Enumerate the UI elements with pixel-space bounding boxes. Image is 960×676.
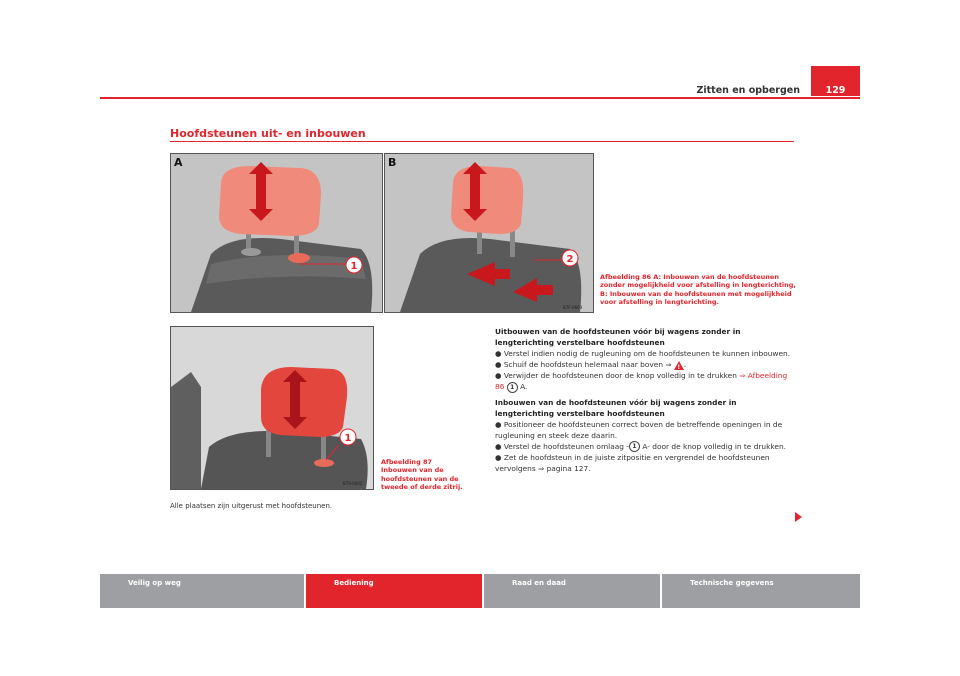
bullet-text: Zet de hoofdsteun in de juiste zitpositie en vergrendel de hoofdsteunen vervolgens ⇒ pagina 127. [495, 453, 770, 473]
running-header-title: Zitten en opbergen [696, 85, 800, 96]
footer-nav [100, 574, 860, 608]
footer-tab-bediening[interactable]: Bediening [306, 574, 482, 608]
bullet-item [495, 452, 795, 474]
bullet-text: Verwijder de hoofdsteunen door de knop volledig in te drukken [503, 371, 737, 380]
header-rule [100, 97, 860, 99]
heading-install: Inbouwen van de hoofdsteunen vóór bij wagens zonder in lengterichting verstelbare hoofdsteunen [495, 397, 737, 418]
footer-tab-veilig-op-weg[interactable]: Veilig op weg [100, 574, 304, 608]
figure-87-caption: Afbeelding 87 Inbouwen van de hoofdsteunen van de tweede of derde zitrij. [381, 458, 463, 492]
section-rule [170, 141, 794, 142]
bullet-mark: ● [495, 371, 502, 380]
section-title: Hoofdsteunen uit- en inbouwen [170, 127, 366, 140]
figure-86-panel-a [170, 153, 383, 313]
figure-87 [170, 326, 374, 490]
bullet-text: Schuif de hoofdsteun helemaal naar boven ⇒ [503, 360, 672, 369]
figure-link[interactable]: ⇒ Afbeelding 86 [495, 371, 788, 391]
figure-86-code: B7F-0669 [563, 305, 583, 310]
bullet-mark: ● [495, 349, 502, 358]
note-text: Alle plaatsen zijn uitgerust met hoofdsteunen. [170, 502, 333, 510]
bullet-item [495, 359, 795, 370]
callout-87-label: 1 [344, 433, 352, 444]
bullet-item [495, 419, 795, 441]
bullet-text: Positioneer de hoofdsteunen correct boven de betreffende openingen in de rugleuning en steek deze daarin. [495, 419, 783, 440]
bullet-text-end: A- door de knop volledig in te drukken. [642, 441, 786, 451]
bullet-item [495, 370, 795, 393]
bullet-text-end: A. [520, 382, 528, 391]
panel-a-letter: A [174, 156, 183, 169]
bullet-mark: ● [495, 453, 502, 462]
bullet-text: Verstel de hoofdsteunen omlaag - [503, 441, 629, 451]
page-number: 129 [825, 85, 846, 96]
footer-tab-technische-gegevens[interactable]: Technische gegevens [662, 574, 860, 608]
headrest-illustration-87 [171, 327, 373, 489]
bullet-item [495, 441, 795, 453]
headrest-illustration-b [385, 154, 593, 312]
callout-number-icon: 1 [629, 441, 640, 452]
body-text [495, 326, 795, 474]
bullet-text: Verstel indien nodig de rugleuning om de hoofdsteunen te kunnen inbouwen. [503, 349, 791, 358]
bullet-item [495, 348, 795, 359]
panel-b-letter: B [388, 156, 397, 169]
callout-b-label: 2 [566, 254, 574, 265]
bullet-text-end: . [683, 360, 687, 369]
warning-icon [674, 360, 687, 370]
headrest-illustration-a [171, 154, 382, 312]
bullet-mark: ● [495, 360, 502, 369]
figure-86-panel-b [384, 153, 594, 313]
callout-number-icon: 1 [507, 382, 518, 393]
heading-remove: Uitbouwen van de hoofdsteunen vóór bij wagens zonder in lengterichting verstelbare hoofdsteunen [495, 327, 741, 347]
callout-a-label: 1 [350, 261, 358, 272]
figure-87-code: B7V-0442 [343, 481, 363, 486]
bullet-mark: ● [495, 441, 502, 451]
continue-arrow-icon [795, 512, 802, 522]
figure-86-caption: Afbeelding 86 A: Inbouwen van de hoofdsteunen zonder mogelijkheid voor afstelling in lengterichting, B: Inbouwen van de hoofdsteunen met mogelijkheid voor afstelling in lengterichting. [600, 273, 796, 307]
bullet-mark: ● [495, 419, 502, 429]
footer-tab-raad-en-daad[interactable]: Raad en daad [484, 574, 660, 608]
